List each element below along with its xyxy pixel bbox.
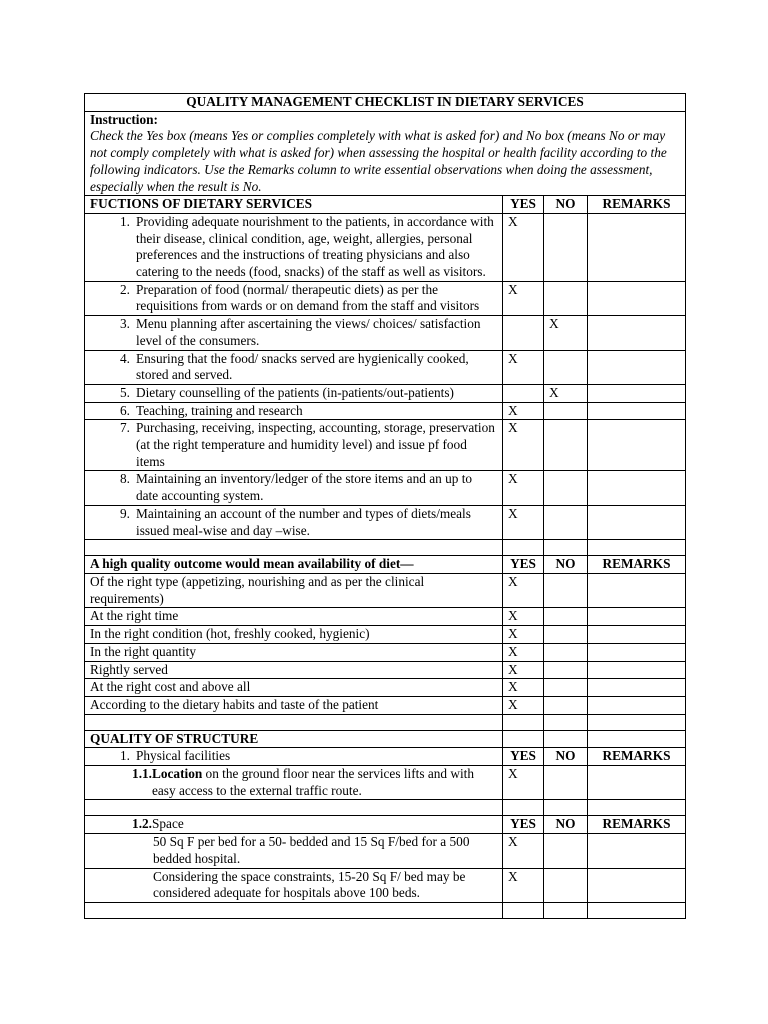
page-title: QUALITY MANAGEMENT CHECKLIST IN DIETARY SERVICES	[85, 94, 686, 112]
item-text: Rightly served	[85, 661, 503, 679]
yes-cell[interactable]: X	[503, 679, 544, 697]
table-row	[85, 608, 686, 626]
no-cell[interactable]: X	[544, 384, 588, 402]
no-cell[interactable]	[544, 281, 588, 315]
yes-cell[interactable]: X	[503, 573, 544, 607]
spacer-row	[85, 714, 686, 730]
no-cell[interactable]: X	[544, 316, 588, 350]
table-row	[85, 661, 686, 679]
spacer-row	[85, 800, 686, 816]
no-header: NO	[544, 196, 588, 214]
remarks-cell[interactable]	[588, 213, 686, 281]
no-cell[interactable]	[544, 505, 588, 539]
table-row	[85, 766, 686, 800]
outcome-header-row	[85, 556, 686, 574]
item-text: Considering the space constraints, 15-20 Sq F/ bed may be considered adequate for hospitals above 100 beds.	[85, 868, 503, 902]
table-row	[85, 643, 686, 661]
yes-cell[interactable]: X	[503, 471, 544, 505]
no-cell[interactable]	[544, 626, 588, 644]
item-number: 8.	[120, 471, 130, 487]
no-cell[interactable]	[544, 766, 588, 800]
yes-cell[interactable]: X	[503, 420, 544, 471]
spacer-row	[85, 540, 686, 556]
item-text: At the right cost and above all	[85, 679, 503, 697]
yes-cell[interactable]: X	[503, 281, 544, 315]
no-cell[interactable]	[544, 420, 588, 471]
location-text: on the ground floor near the services lifts and with easy access to the external traffic route.	[152, 766, 475, 798]
instruction-heading: Instruction:	[90, 111, 158, 127]
no-cell[interactable]	[544, 402, 588, 420]
remarks-header: REMARKS	[588, 196, 686, 214]
no-header: NO	[544, 748, 588, 766]
item-number: 5.	[120, 384, 130, 400]
yes-header: YES	[503, 556, 544, 574]
remarks-cell[interactable]	[588, 868, 686, 902]
yes-cell[interactable]: X	[503, 350, 544, 384]
yes-cell[interactable]: X	[503, 834, 544, 868]
yes-header: YES	[503, 196, 544, 214]
physical-facilities-row	[85, 748, 686, 766]
item-number: 6.	[120, 402, 130, 418]
remarks-header: REMARKS	[588, 556, 686, 574]
item-number: 1.	[120, 748, 130, 764]
yes-cell[interactable]: X	[503, 626, 544, 644]
outcome-heading: A high quality outcome would mean availability of diet—	[85, 556, 503, 574]
yes-header: YES	[503, 748, 544, 766]
remarks-cell[interactable]	[588, 281, 686, 315]
table-row	[85, 626, 686, 644]
no-cell[interactable]	[544, 679, 588, 697]
item-text: Providing adequate nourishment to the patients, in accordance with their disease, clinical condition, age, weight, allergies, personal preferences and the instructions of treating physicians and also catering to the needs (food, snacks) of the staff as well as visitors.	[136, 213, 494, 280]
no-cell[interactable]	[544, 471, 588, 505]
item-number: 1.2.	[132, 816, 152, 832]
item-text: 50 Sq F per bed for a 50- bedded and 15 Sq F/bed for a 500 bedded hospital.	[85, 834, 503, 868]
table-row	[85, 213, 686, 281]
item-text: In the right quantity	[85, 643, 503, 661]
yes-cell[interactable]: X	[503, 505, 544, 539]
table-row	[85, 384, 686, 402]
item-text: Of the right type (appetizing, nourishing and as per the clinical requirements)	[85, 573, 503, 607]
remarks-cell[interactable]	[588, 350, 686, 384]
space-label: Space	[152, 816, 184, 832]
no-cell[interactable]	[544, 868, 588, 902]
remarks-cell[interactable]	[588, 696, 686, 714]
yes-cell[interactable]: X	[503, 643, 544, 661]
table-row	[85, 420, 686, 471]
instruction-cell	[85, 111, 686, 196]
item-text: Maintaining an inventory/ledger of the store items and an up to date accounting system.	[136, 471, 473, 504]
yes-cell[interactable]: X	[503, 766, 544, 800]
yes-cell[interactable]: X	[503, 696, 544, 714]
yes-cell[interactable]: X	[503, 213, 544, 281]
table-row	[85, 505, 686, 539]
item-text: Menu planning after ascertaining the views/ choices/ satisfaction level of the consumers.	[136, 316, 481, 348]
yes-cell[interactable]: X	[503, 661, 544, 679]
item-number: 1.1.	[132, 766, 152, 782]
remarks-cell[interactable]	[588, 471, 686, 505]
table-row	[85, 834, 686, 868]
remarks-cell[interactable]	[588, 384, 686, 402]
item-text: Ensuring that the food/ snacks served are hygienically cooked, stored and served.	[136, 350, 469, 383]
no-cell[interactable]	[544, 573, 588, 607]
remarks-cell[interactable]	[588, 402, 686, 420]
item-text: Purchasing, receiving, inspecting, accounting, storage, preservation (at the right temperature and humidity level) and issue pf food items	[136, 420, 495, 469]
table-row	[85, 281, 686, 315]
title-row	[85, 94, 686, 112]
no-cell[interactable]	[544, 213, 588, 281]
item-number: 2.	[120, 281, 130, 297]
space-header-row	[85, 816, 686, 834]
spacer-row	[85, 902, 686, 918]
instruction-text: Check the Yes box (means Yes or complies completely with what is asked for) and No box (means No or may not comply completely with what is asked for) when assessing the hospital or health facility according to the following indicators. Use the Remarks column to write essential observations when doing the assessment, especially when the result is No.	[90, 128, 667, 194]
table-row	[85, 471, 686, 505]
remarks-header: REMARKS	[588, 816, 686, 834]
item-number: 9.	[120, 505, 130, 521]
table-row	[85, 402, 686, 420]
yes-cell[interactable]: X	[503, 868, 544, 902]
yes-cell[interactable]: X	[503, 402, 544, 420]
item-text: According to the dietary habits and taste of the patient	[85, 696, 503, 714]
functions-header-row	[85, 196, 686, 214]
no-cell[interactable]	[544, 643, 588, 661]
remarks-cell[interactable]	[588, 661, 686, 679]
item-text: Teaching, training and research	[136, 402, 303, 418]
physical-facilities-label: Physical facilities	[136, 748, 231, 764]
table-row	[85, 573, 686, 607]
table-row	[85, 696, 686, 714]
table-row	[85, 316, 686, 350]
remarks-cell[interactable]	[588, 766, 686, 800]
instruction-row	[85, 111, 686, 196]
checklist-table	[84, 93, 686, 919]
table-row	[85, 679, 686, 697]
no-cell[interactable]	[544, 661, 588, 679]
functions-heading: FUCTIONS OF DIETARY SERVICES	[85, 196, 503, 214]
item-number: 4.	[120, 350, 130, 366]
remarks-cell[interactable]	[588, 643, 686, 661]
remarks-cell[interactable]	[588, 505, 686, 539]
location-label: Location	[152, 766, 203, 782]
item-number: 1.	[120, 213, 130, 229]
item-text: Dietary counselling of the patients (in-patients/out-patients)	[136, 384, 454, 400]
item-number: 7.	[120, 420, 130, 436]
table-row	[85, 868, 686, 902]
item-text: In the right condition (hot, freshly cooked, hygienic)	[85, 626, 503, 644]
item-text: Maintaining an account of the number and types of diets/meals issued meal-wise and day –wise.	[136, 505, 471, 538]
yes-cell[interactable]	[503, 316, 544, 350]
yes-header: YES	[503, 816, 544, 834]
item-number: 3.	[120, 316, 130, 332]
structure-header-row	[85, 730, 686, 748]
remarks-cell[interactable]	[588, 573, 686, 607]
remarks-cell[interactable]	[588, 626, 686, 644]
no-cell[interactable]	[544, 834, 588, 868]
item-text: At the right time	[85, 608, 503, 626]
no-header: NO	[544, 556, 588, 574]
no-cell[interactable]	[544, 608, 588, 626]
remarks-cell[interactable]	[588, 679, 686, 697]
yes-cell[interactable]: X	[503, 608, 544, 626]
remarks-cell[interactable]	[588, 316, 686, 350]
remarks-cell[interactable]	[588, 420, 686, 471]
item-text: Preparation of food (normal/ therapeutic diets) as per the requisitions from wards or on demand from the staff and visitors	[136, 281, 480, 314]
no-cell[interactable]	[544, 350, 588, 384]
no-header: NO	[544, 816, 588, 834]
structure-heading: QUALITY OF STRUCTURE	[85, 730, 503, 748]
no-cell[interactable]	[544, 696, 588, 714]
yes-cell[interactable]	[503, 384, 544, 402]
remarks-cell[interactable]	[588, 608, 686, 626]
table-row	[85, 350, 686, 384]
remarks-header: REMARKS	[588, 748, 686, 766]
remarks-cell[interactable]	[588, 834, 686, 868]
